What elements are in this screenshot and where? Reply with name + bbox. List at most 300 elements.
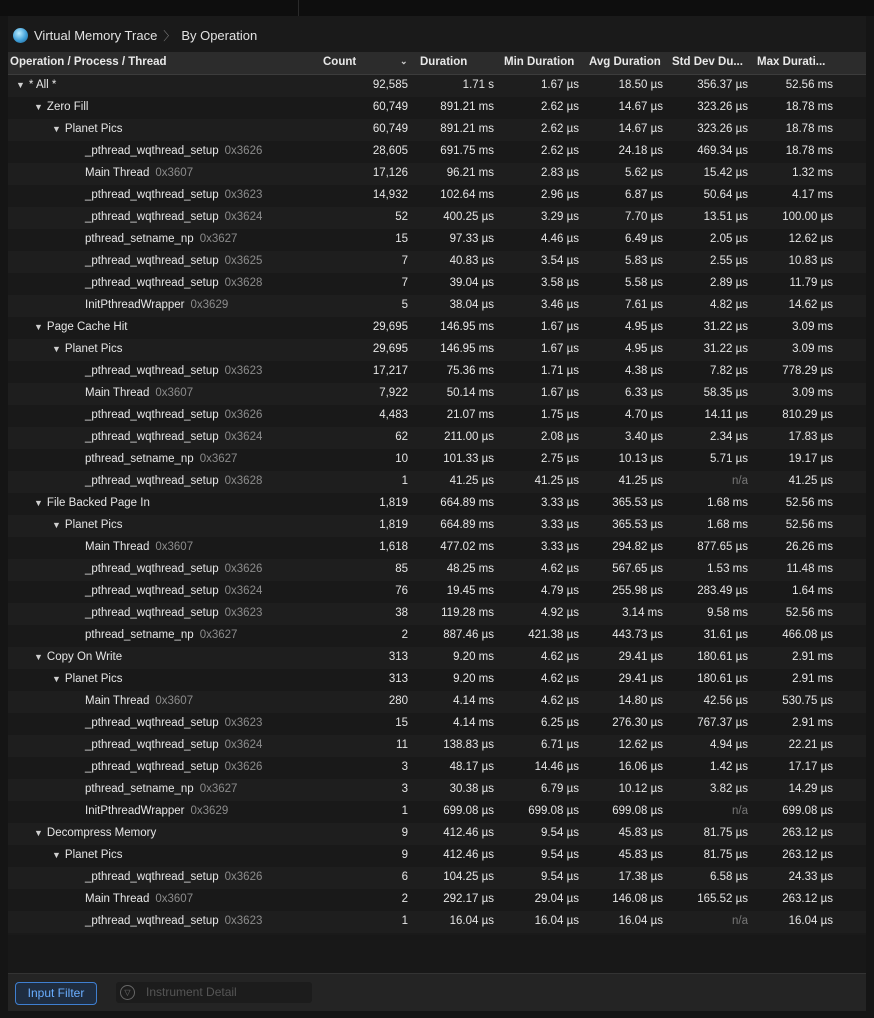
thread-id: 0x3626 <box>224 563 263 575</box>
cell-std: 9.58 ms <box>707 607 748 619</box>
cell-min: 1.67 µs <box>541 343 579 355</box>
cell-std: 2.05 µs <box>710 233 748 245</box>
cell-count: 76 <box>395 585 408 597</box>
row-name <box>85 453 237 465</box>
cell-count: 313 <box>388 673 408 685</box>
cell-duration: 292.17 µs <box>443 893 494 905</box>
disclosure-triangle-icon[interactable]: ▼ <box>52 674 61 684</box>
row-label: Page Cache Hit <box>46 321 128 333</box>
cell-avg: 7.61 µs <box>625 299 663 311</box>
cell-avg: 7.70 µs <box>625 211 663 223</box>
cell-min: 3.29 µs <box>541 211 579 223</box>
cell-max: 14.29 µs <box>788 783 833 795</box>
table-row[interactable] <box>8 75 866 97</box>
cell-max: 11.48 ms <box>786 563 833 575</box>
row-label: _pthread_wqthread_setup <box>85 717 219 729</box>
cell-max: 52.56 ms <box>785 607 833 619</box>
cell-count: 7 <box>401 277 408 289</box>
table-row[interactable] <box>8 735 866 757</box>
table-row[interactable] <box>8 823 866 845</box>
cell-duration: 48.25 ms <box>446 563 494 575</box>
row-name <box>85 739 262 751</box>
row-label: _pthread_wqthread_setup <box>85 189 219 201</box>
disclosure-triangle-icon[interactable]: ▼ <box>52 520 61 530</box>
cell-max: 17.83 µs <box>788 431 833 443</box>
cell-avg: 6.33 µs <box>625 387 663 399</box>
table-row[interactable] <box>8 889 866 911</box>
cell-max: 14.62 µs <box>788 299 833 311</box>
cell-min: 1.75 µs <box>541 409 579 421</box>
table-row[interactable] <box>8 361 866 383</box>
thread-id: 0x3627 <box>199 233 238 245</box>
row-label: _pthread_wqthread_setup <box>85 871 219 883</box>
cell-avg: 6.49 µs <box>625 233 663 245</box>
cell-std: 6.58 µs <box>710 871 748 883</box>
row-label: InitPthreadWrapper <box>85 805 185 817</box>
input-filter-button[interactable]: Input Filter <box>15 982 97 1005</box>
cell-min: 6.71 µs <box>541 739 579 751</box>
cell-max: 24.33 µs <box>788 871 833 883</box>
cell-std: 42.56 µs <box>703 695 748 707</box>
cell-avg: 16.06 µs <box>618 761 663 773</box>
cell-count: 17,126 <box>372 167 408 179</box>
cell-count: 28,605 <box>372 145 408 157</box>
disclosure-triangle-icon[interactable]: ▼ <box>34 322 43 332</box>
thread-id: 0x3627 <box>199 783 238 795</box>
table-row[interactable] <box>8 317 866 339</box>
cell-count: 1 <box>401 915 408 927</box>
column-header-std-dev[interactable]: Std Dev Du... <box>672 56 743 68</box>
row-label: Main Thread <box>85 541 150 553</box>
cell-min: 14.46 µs <box>534 761 579 773</box>
cell-min: 2.62 µs <box>541 101 579 113</box>
row-name <box>85 717 262 729</box>
cell-count: 17,217 <box>372 365 408 377</box>
row-label: Planet Pics <box>64 343 123 355</box>
cell-min: 16.04 µs <box>534 915 579 927</box>
cell-std: 2.55 µs <box>710 255 748 267</box>
table-row[interactable] <box>8 185 866 207</box>
cell-avg: 3.14 ms <box>622 607 663 619</box>
cell-min: 4.46 µs <box>541 233 579 245</box>
cell-count: 1 <box>401 805 408 817</box>
instrument-detail-placeholder: Instrument Detail <box>146 985 237 999</box>
cell-count: 62 <box>395 431 408 443</box>
column-header-avg-duration[interactable]: Avg Duration <box>589 56 661 68</box>
cell-duration: 16.04 µs <box>449 915 494 927</box>
cell-avg: 41.25 µs <box>618 475 663 487</box>
cell-max: 530.75 µs <box>782 695 833 707</box>
cell-count: 2 <box>401 629 408 641</box>
cell-max: 11.79 µs <box>789 277 833 289</box>
cell-count: 9 <box>401 849 408 861</box>
table-row[interactable] <box>8 867 866 889</box>
cell-min: 4.92 µs <box>541 607 579 619</box>
cell-avg: 45.83 µs <box>618 827 663 839</box>
table-row[interactable] <box>8 647 866 669</box>
table-row[interactable] <box>8 581 866 603</box>
thread-id: 0x3624 <box>224 739 263 751</box>
cell-avg: 443.73 µs <box>612 629 663 641</box>
cell-avg: 5.62 µs <box>625 167 663 179</box>
cell-count: 29,695 <box>372 343 408 355</box>
thread-id: 0x3624 <box>224 431 263 443</box>
table-row[interactable] <box>8 229 866 251</box>
row-label: Decompress Memory <box>46 827 157 839</box>
cell-max: 26.26 ms <box>785 541 833 553</box>
row-name <box>34 827 156 839</box>
cell-duration: 887.46 µs <box>443 629 494 641</box>
disclosure-triangle-icon[interactable]: ▼ <box>34 652 43 662</box>
row-name <box>85 607 262 619</box>
cell-avg: 4.95 µs <box>625 343 663 355</box>
disclosure-triangle-icon[interactable]: ▼ <box>34 828 43 838</box>
cell-count: 15 <box>395 233 408 245</box>
table-row[interactable] <box>8 779 866 801</box>
cell-min: 1.67 µs <box>541 387 579 399</box>
cell-max: 466.08 µs <box>782 629 833 641</box>
cell-avg: 146.08 µs <box>612 893 663 905</box>
cell-min: 3.33 µs <box>541 541 579 553</box>
cell-duration: 138.83 µs <box>443 739 494 751</box>
cell-std: 469.34 µs <box>697 145 748 157</box>
cell-min: 1.67 µs <box>541 321 579 333</box>
row-label: Main Thread <box>85 387 150 399</box>
table-row[interactable] <box>8 119 866 141</box>
cell-avg: 255.98 µs <box>612 585 663 597</box>
row-label: _pthread_wqthread_setup <box>85 145 219 157</box>
cell-std: 58.35 µs <box>703 387 748 399</box>
cell-max: 1.64 ms <box>792 585 833 597</box>
column-header-max-duration[interactable]: Max Durati... <box>757 56 826 68</box>
table-row[interactable] <box>8 295 866 317</box>
cell-min: 421.38 µs <box>528 629 579 641</box>
disclosure-triangle-icon[interactable]: ▼ <box>34 498 43 508</box>
cell-min: 4.79 µs <box>541 585 579 597</box>
cell-std: 81.75 µs <box>703 827 748 839</box>
row-name <box>34 651 122 663</box>
cell-duration: 412.46 µs <box>443 849 494 861</box>
row-label: Planet Pics <box>64 519 123 531</box>
cell-count: 1,819 <box>379 519 408 531</box>
cell-min: 9.54 µs <box>541 827 579 839</box>
cell-max: 19.17 µs <box>788 453 833 465</box>
row-name <box>85 145 262 157</box>
table-row[interactable] <box>8 537 866 559</box>
table-row[interactable] <box>8 603 866 625</box>
table-row[interactable] <box>8 625 866 647</box>
thread-id: 0x3607 <box>155 387 194 399</box>
instrument-detail-field[interactable] <box>116 982 312 1003</box>
cell-avg: 4.70 µs <box>625 409 663 421</box>
cell-std: 323.26 µs <box>697 101 748 113</box>
thread-id: 0x3626 <box>224 145 263 157</box>
table-row[interactable] <box>8 911 866 933</box>
table-header <box>8 52 866 75</box>
cell-std: n/a <box>732 475 748 487</box>
cell-count: 92,585 <box>372 79 408 91</box>
cell-duration: 4.14 ms <box>453 717 494 729</box>
cell-std: 14.11 µs <box>704 409 748 421</box>
cell-std: 767.37 µs <box>697 717 748 729</box>
cell-max: 18.78 ms <box>785 123 833 135</box>
thread-id: 0x3623 <box>224 607 263 619</box>
cell-std: 4.82 µs <box>710 299 748 311</box>
row-label: Main Thread <box>85 893 150 905</box>
cell-avg: 567.65 µs <box>612 563 663 575</box>
row-name <box>85 475 262 487</box>
cell-count: 2 <box>401 893 408 905</box>
row-name <box>85 299 228 311</box>
cell-count: 15 <box>395 717 408 729</box>
table-row[interactable] <box>8 493 866 515</box>
cell-duration: 664.89 ms <box>440 519 494 531</box>
cell-avg: 276.30 µs <box>612 717 663 729</box>
cell-std: n/a <box>732 915 748 927</box>
cell-duration: 9.20 ms <box>453 673 494 685</box>
cell-duration: 40.83 µs <box>449 255 494 267</box>
cell-duration: 691.75 ms <box>440 145 494 157</box>
cell-duration: 30.38 µs <box>449 783 494 795</box>
cell-count: 1,819 <box>379 497 408 509</box>
table-row[interactable] <box>8 757 866 779</box>
thread-id: 0x3626 <box>224 871 263 883</box>
table-row[interactable] <box>8 845 866 867</box>
cell-avg: 699.08 µs <box>612 805 663 817</box>
cell-max: 3.09 ms <box>792 387 833 399</box>
cell-duration: 211.00 µs <box>444 431 494 443</box>
cell-max: 4.17 ms <box>792 189 833 201</box>
cell-std: 81.75 µs <box>703 849 748 861</box>
row-label: _pthread_wqthread_setup <box>85 563 219 575</box>
row-name <box>52 123 122 135</box>
cell-max: 17.17 µs <box>788 761 833 773</box>
disclosure-triangle-icon[interactable]: ▼ <box>52 850 61 860</box>
thread-id: 0x3624 <box>224 211 263 223</box>
table-row[interactable] <box>8 97 866 119</box>
cell-count: 60,749 <box>372 123 408 135</box>
disclosure-triangle-icon[interactable]: ▼ <box>52 124 61 134</box>
row-name <box>85 541 193 553</box>
cell-std: 3.82 µs <box>710 783 748 795</box>
cell-count: 313 <box>388 651 408 663</box>
cell-duration: 9.20 ms <box>453 651 494 663</box>
breadcrumb-view[interactable]: By Operation <box>181 27 258 43</box>
row-name <box>85 409 262 421</box>
cell-max: 52.56 ms <box>785 497 833 509</box>
cell-std: 7.82 µs <box>710 365 748 377</box>
thread-id: 0x3607 <box>155 893 194 905</box>
row-label: File Backed Page In <box>46 497 150 509</box>
cell-avg: 6.87 µs <box>625 189 663 201</box>
table-row[interactable] <box>8 207 866 229</box>
row-label: _pthread_wqthread_setup <box>85 761 219 773</box>
cell-max: 263.12 µs <box>782 827 833 839</box>
cell-std: 2.34 µs <box>710 431 748 443</box>
cell-max: 2.91 ms <box>792 651 833 663</box>
row-label: pthread_setname_np <box>85 233 194 245</box>
cell-min: 2.96 µs <box>541 189 579 201</box>
cell-duration: 891.21 ms <box>440 123 494 135</box>
row-name <box>52 673 122 685</box>
cell-avg: 45.83 µs <box>618 849 663 861</box>
cell-min: 9.54 µs <box>541 871 579 883</box>
cell-max: 10.83 µs <box>788 255 833 267</box>
cell-min: 699.08 µs <box>528 805 579 817</box>
cell-min: 1.71 µs <box>541 365 579 377</box>
cell-std: 5.71 µs <box>710 453 748 465</box>
row-label: _pthread_wqthread_setup <box>85 739 219 751</box>
cell-std: 877.65 µs <box>697 541 748 553</box>
row-name <box>85 431 262 443</box>
cell-avg: 365.53 µs <box>612 519 663 531</box>
row-name <box>85 277 262 289</box>
cell-std: 283.49 µs <box>697 585 748 597</box>
cell-count: 14,932 <box>372 189 408 201</box>
disclosure-triangle-icon[interactable]: ▼ <box>34 102 43 112</box>
cell-duration: 101.33 µs <box>443 453 494 465</box>
cell-std: 4.94 µs <box>710 739 748 751</box>
row-name <box>34 321 127 333</box>
table-row[interactable] <box>8 251 866 273</box>
row-label: Main Thread <box>85 695 150 707</box>
cell-count: 5 <box>401 299 408 311</box>
thread-id: 0x3623 <box>224 365 263 377</box>
table-row[interactable] <box>8 405 866 427</box>
table-row[interactable] <box>8 427 866 449</box>
row-name <box>85 695 193 707</box>
row-name <box>85 585 262 597</box>
outline-table <box>8 75 866 933</box>
cell-count: 3 <box>401 761 408 773</box>
column-header-min-duration[interactable]: Min Duration <box>504 56 575 68</box>
cell-max: 1.32 ms <box>792 167 833 179</box>
cell-min: 3.46 µs <box>541 299 579 311</box>
cell-avg: 4.95 µs <box>625 321 663 333</box>
cell-duration: 119.28 ms <box>441 607 494 619</box>
cell-count: 11 <box>396 739 408 751</box>
cell-std: 15.42 µs <box>703 167 748 179</box>
column-header-duration[interactable]: Duration <box>420 56 468 68</box>
cell-count: 7 <box>401 255 408 267</box>
row-label: _pthread_wqthread_setup <box>85 915 219 927</box>
cell-duration: 477.02 ms <box>440 541 494 553</box>
filter-icon: ▽ <box>120 985 135 1000</box>
cell-avg: 14.80 µs <box>618 695 663 707</box>
row-name <box>85 871 262 883</box>
cell-min: 2.08 µs <box>541 431 579 443</box>
table-row[interactable] <box>8 801 866 823</box>
row-label: Planet Pics <box>64 849 123 861</box>
table-row[interactable] <box>8 163 866 185</box>
row-name <box>85 387 193 399</box>
disclosure-triangle-icon[interactable]: ▼ <box>52 344 61 354</box>
row-label: Main Thread <box>85 167 150 179</box>
table-row[interactable] <box>8 713 866 735</box>
row-label: pthread_setname_np <box>85 629 194 641</box>
cell-min: 6.79 µs <box>541 783 579 795</box>
row-name <box>52 849 122 861</box>
cell-max: 52.56 ms <box>785 79 833 91</box>
cell-duration: 41.25 µs <box>449 475 494 487</box>
row-name <box>52 343 122 355</box>
cell-duration: 891.21 ms <box>440 101 494 113</box>
cell-count: 85 <box>395 563 408 575</box>
column-header-count[interactable]: Count <box>323 56 357 68</box>
row-name <box>85 805 228 817</box>
cell-duration: 96.21 ms <box>446 167 494 179</box>
table-row[interactable] <box>8 339 866 361</box>
row-label: Zero Fill <box>46 101 89 113</box>
cell-std: 2.89 µs <box>710 277 748 289</box>
breadcrumb-instrument[interactable]: Virtual Memory Trace <box>34 27 158 43</box>
column-header-name[interactable]: Operation / Process / Thread <box>10 56 167 68</box>
thread-id: 0x3623 <box>224 717 263 729</box>
cell-std: 180.61 µs <box>697 651 748 663</box>
table-row[interactable] <box>8 559 866 581</box>
cell-std: 165.52 µs <box>697 893 748 905</box>
cell-duration: 1.71 s <box>462 79 494 91</box>
cell-min: 41.25 µs <box>534 475 579 487</box>
row-label: _pthread_wqthread_setup <box>85 475 219 487</box>
cell-avg: 3.40 µs <box>625 431 663 443</box>
cell-avg: 29.41 µs <box>618 673 663 685</box>
thread-id: 0x3623 <box>224 189 263 201</box>
cell-max: 699.08 µs <box>782 805 833 817</box>
cell-duration: 146.95 ms <box>440 343 494 355</box>
cell-duration: 400.25 µs <box>443 211 494 223</box>
table-row[interactable] <box>8 141 866 163</box>
cell-max: 778.29 µs <box>782 365 833 377</box>
row-label: Planet Pics <box>64 673 123 685</box>
cell-avg: 18.50 µs <box>618 79 663 91</box>
disclosure-triangle-icon[interactable]: ▼ <box>16 80 25 90</box>
cell-std: 31.22 µs <box>703 321 748 333</box>
table-row[interactable] <box>8 669 866 691</box>
cell-count: 52 <box>395 211 408 223</box>
thread-id: 0x3607 <box>155 695 194 707</box>
cell-min: 4.62 µs <box>541 651 579 663</box>
row-label: _pthread_wqthread_setup <box>85 431 219 443</box>
cell-avg: 14.67 µs <box>618 101 663 113</box>
cell-std: 356.37 µs <box>697 79 748 91</box>
row-label: Copy On Write <box>46 651 123 663</box>
thread-id: 0x3626 <box>224 409 263 421</box>
cell-avg: 294.82 µs <box>612 541 663 553</box>
table-row[interactable] <box>8 515 866 537</box>
cell-avg: 24.18 µs <box>618 145 663 157</box>
row-label: _pthread_wqthread_setup <box>85 409 219 421</box>
table-row[interactable] <box>8 691 866 713</box>
row-label: pthread_setname_np <box>85 783 194 795</box>
cell-count: 4,483 <box>379 409 408 421</box>
cell-count: 60,749 <box>372 101 408 113</box>
row-label: _pthread_wqthread_setup <box>85 607 219 619</box>
table-row[interactable] <box>8 273 866 295</box>
cell-std: 31.22 µs <box>703 343 748 355</box>
table-row[interactable] <box>8 383 866 405</box>
cell-max: 52.56 ms <box>785 519 833 531</box>
cell-duration: 39.04 µs <box>449 277 494 289</box>
cell-min: 4.62 µs <box>541 695 579 707</box>
cell-count: 7,922 <box>379 387 408 399</box>
table-row[interactable] <box>8 471 866 493</box>
row-name <box>85 167 193 179</box>
table-row[interactable] <box>8 449 866 471</box>
sort-descending-icon: ⌄ <box>400 56 408 66</box>
row-name <box>85 233 237 245</box>
row-label: * All * <box>28 79 57 91</box>
